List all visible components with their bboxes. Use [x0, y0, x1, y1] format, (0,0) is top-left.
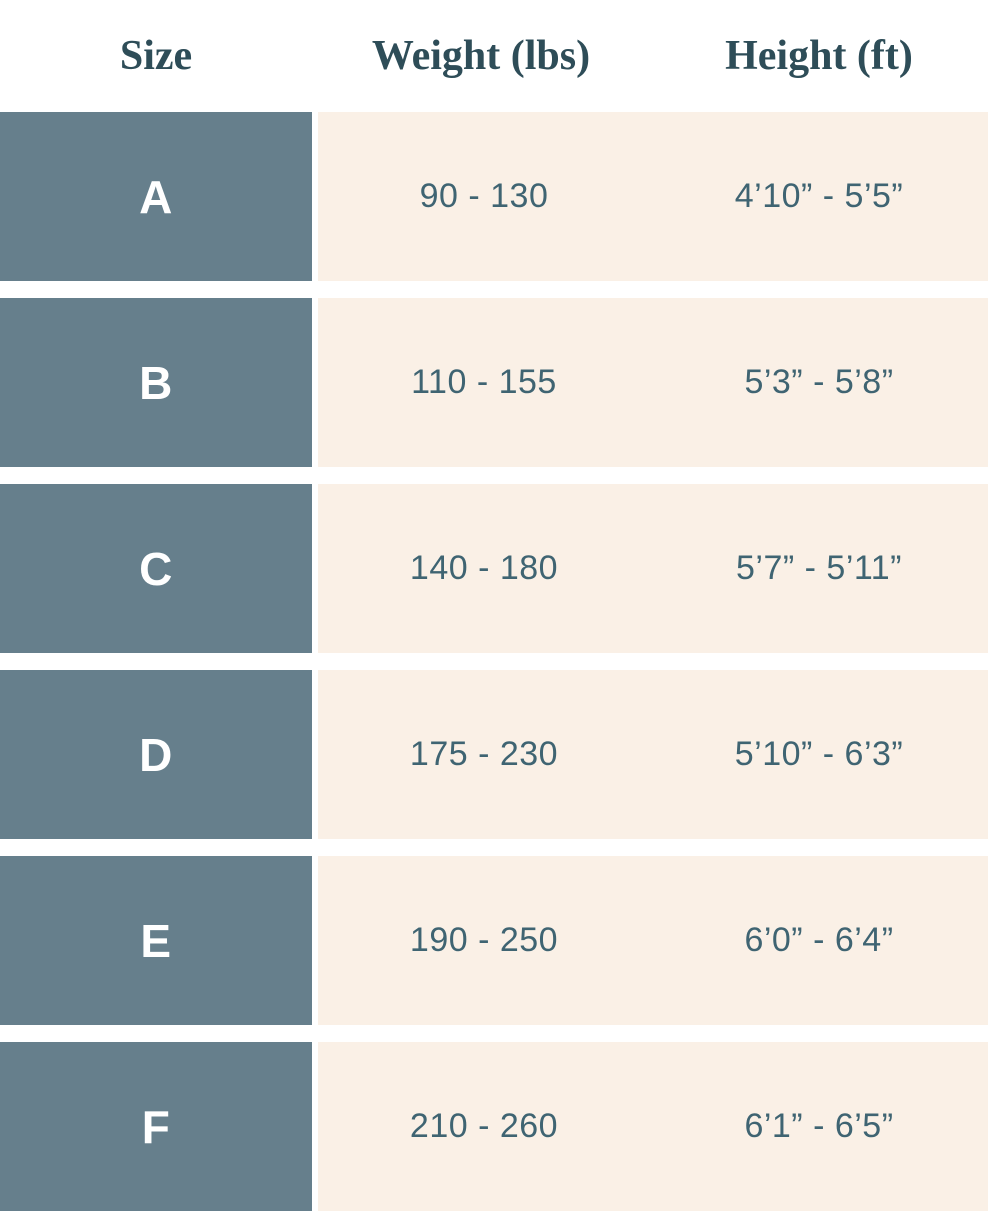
table-row — [0, 298, 988, 467]
cell-weight: 140 - 180 — [318, 484, 650, 653]
cell-size: F — [0, 1042, 312, 1211]
cell-weight: 210 - 260 — [318, 1042, 650, 1211]
table-row — [0, 670, 988, 839]
cell-height: 6’0” - 6’4” — [650, 856, 988, 1025]
row-divider — [0, 282, 988, 298]
table-row — [0, 112, 988, 281]
cell-height: 5’7” - 5’11” — [650, 484, 988, 653]
cell-weight: 110 - 155 — [318, 298, 650, 467]
cell-height: 4’10” - 5’5” — [650, 112, 988, 281]
cell-size: B — [0, 298, 312, 467]
cell-size: E — [0, 856, 312, 1025]
column-header-size: Size — [119, 33, 193, 79]
row-divider — [0, 654, 988, 670]
cell-height: 5’10” - 6’3” — [650, 670, 988, 839]
cell-weight: 90 - 130 — [318, 112, 650, 281]
row-divider — [0, 1026, 988, 1042]
cell-size: A — [0, 112, 312, 281]
column-header-weight: Weight (lbs) — [371, 33, 591, 79]
table-row — [0, 1042, 988, 1211]
row-divider — [0, 840, 988, 856]
table-row — [0, 484, 988, 653]
cell-size: D — [0, 670, 312, 839]
cell-weight: 190 - 250 — [318, 856, 650, 1025]
column-header-height: Height (ft) — [725, 33, 913, 79]
cell-weight: 175 - 230 — [318, 670, 650, 839]
cell-height: 5’3” - 5’8” — [650, 298, 988, 467]
cell-size: C — [0, 484, 312, 653]
table-row — [0, 856, 988, 1025]
table-header-row — [0, 0, 988, 112]
cell-height: 6’1” - 6’5” — [650, 1042, 988, 1211]
row-divider — [0, 468, 988, 484]
